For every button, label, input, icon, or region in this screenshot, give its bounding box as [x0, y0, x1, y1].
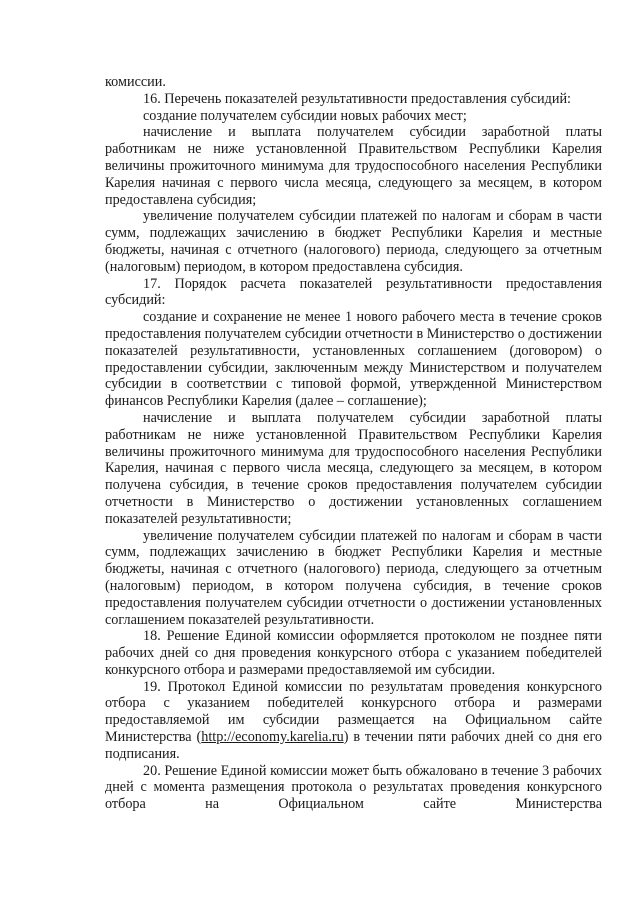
paragraph-19-text-after: ) в течении пяти рабочих дней со дня его подписания. — [105, 729, 602, 762]
ministry-website-link[interactable]: http://economy.karelia.ru — [201, 729, 344, 746]
paragraph-17-item-1: создание и сохранение не менее 1 нового рабочего места в течение сроков предоставления получателем субсидии отчетности в Министерство о достижении показателей результативности, установленных соглашением (договором) о предоставлении субсидии, заключенным между Министерством и получателем субсидии в соответствии с типовой формой, утвержденной Министерством финансов Республики Карелия (далее – соглашение); — [105, 309, 602, 410]
paragraph-16-item-3: увеличение получателем субсидии платежей по налогам и сборам в части сумм, подлежащих зачислению в бюджет Республики Карелия и местные бюджеты, начиная с отчетного (налогового) периода, следующего за отчетным (налоговым) периодом, в котором предоставлена субсидия. — [105, 208, 602, 275]
paragraph-16-item-2: начисление и выплата получателем субсидии заработной платы работникам не ниже установленной Правительством Республики Карелия величины прожиточного минимума для трудоспособного населения Республики Карелия начиная с первого числа месяца, следующего за месяцем, в котором предоставлена субсидия; — [105, 124, 602, 208]
paragraph-18: 18. Решение Единой комиссии оформляется протоколом не позднее пяти рабочих дней со дня проведения конкурсного отбора с указанием победителей конкурсного отбора и размерами предоставляемой им субсидии. — [105, 628, 602, 678]
paragraph-20: 20. Решение Единой комиссии может быть обжаловано в течение 3 рабочих дней с момента размещения протокола о результатах проведения конкурсного отбора на Официальном сайте Министерства — [105, 762, 602, 813]
document-page — [105, 74, 602, 813]
paragraph-16: 16. Перечень показателей результативности предоставления субсидий: — [143, 90, 571, 107]
paragraph-19-text-before: 19. Протокол Единой комиссии по результатам проведения конкурсного отбора с указанием победителей конкурсного отбора и размерами предоставляемой им субсидии размещается на Официальном сайте Министерства ( — [105, 678, 602, 746]
paragraph-continuation: комиссии. — [105, 74, 166, 90]
paragraph-19 — [105, 679, 602, 763]
paragraph-17-item-2: начисление и выплата получателем субсидии заработной платы работникам не ниже установленной Правительством Республики Карелия величины прожиточного минимума для трудоспособного населения Республики Карелия, начиная с первого числа месяца, следующего за месяцем, в котором получена субсидия, в течение сроков предоставления получателем субсидии отчетности в Министерство о достижении установленных соглашением показателей результативности; — [105, 409, 602, 527]
paragraph-17-item-3: увеличение получателем субсидии платежей по налогам и сборам в части сумм, подлежащих зачислению в бюджет Республики Карелия и местные бюджеты, начиная с отчетного (налогового) периода, следующего за отчетным (налоговым) периодом, в котором получена субсидия, в течение сроков предоставления получателем субсидии отчетности о достижении установленных соглашением показателей результативности. — [105, 527, 602, 628]
paragraph-16-item-1: создание получателем субсидии новых рабочих мест; — [143, 107, 467, 124]
paragraph-17: 17. Порядок расчета показателей результативности предоставления субсидий: — [105, 275, 602, 309]
